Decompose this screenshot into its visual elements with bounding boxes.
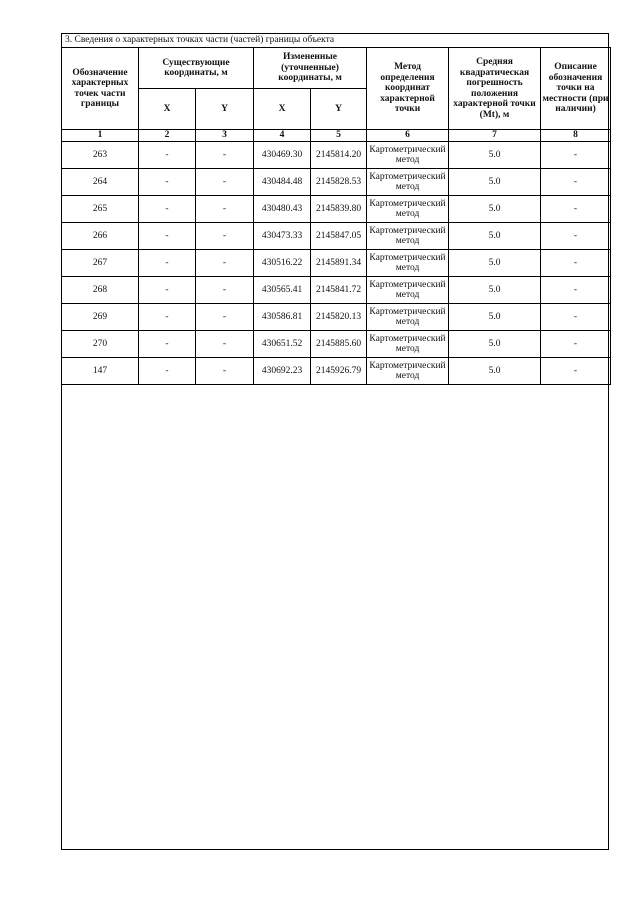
existing-y-cell: - [196,169,254,196]
description-cell: - [541,250,611,277]
existing-x-cell: - [139,142,196,169]
method-cell: Картометрический метод [367,169,449,196]
point-designation-cell: 267 [62,250,139,277]
changed-x-cell: 430469.30 [254,142,311,169]
table-body [62,142,611,385]
changed-y-cell: 2145885.60 [311,331,367,358]
description-cell: - [541,277,611,304]
column-number: 2 [139,130,196,142]
table-row [62,196,611,223]
point-designation-cell: 266 [62,223,139,250]
changed-x-cell: 430484.48 [254,169,311,196]
changed-x-cell: 430565.41 [254,277,311,304]
column-number: 5 [311,130,367,142]
table-row [62,223,611,250]
description-cell: - [541,331,611,358]
changed-y-cell: 2145828.53 [311,169,367,196]
changed-y-cell: 2145839.80 [311,196,367,223]
table-row [62,277,611,304]
point-designation-cell: 147 [62,358,139,385]
column-number: 3 [196,130,254,142]
changed-y-cell: 2145814.20 [311,142,367,169]
point-designation-cell: 268 [62,277,139,304]
existing-y-cell: - [196,304,254,331]
existing-x-cell: - [139,223,196,250]
point-designation-cell: 263 [62,142,139,169]
existing-y-cell: - [196,277,254,304]
method-cell: Картометрический метод [367,223,449,250]
existing-x-cell: - [139,277,196,304]
header-point-designation: Обозначение характерных точек части границы [62,48,139,130]
description-cell: - [541,358,611,385]
description-cell: - [541,169,611,196]
existing-y-cell: - [196,250,254,277]
changed-x-cell: 430651.52 [254,331,311,358]
header-accuracy: Средняя квадратическая погрешность положения характерной точки (Mt), м [449,48,541,130]
column-number: 8 [541,130,611,142]
header-changed-coords: Измененные (уточненные) координаты, м [254,48,367,89]
column-number: 4 [254,130,311,142]
changed-y-cell: 2145891.34 [311,250,367,277]
table-row [62,169,611,196]
column-number: 1 [62,130,139,142]
method-cell: Картометрический метод [367,277,449,304]
existing-x-cell: - [139,331,196,358]
changed-x-cell: 430516.22 [254,250,311,277]
method-cell: Картометрический метод [367,304,449,331]
point-designation-cell: 265 [62,196,139,223]
header-existing-x: X [139,89,196,130]
header-existing-coords: Существующие координаты, м [139,48,254,89]
existing-y-cell: - [196,223,254,250]
description-cell: - [541,142,611,169]
boundary-points-table [61,47,611,385]
existing-x-cell: - [139,196,196,223]
column-number: 6 [367,130,449,142]
changed-x-cell: 430480.43 [254,196,311,223]
method-cell: Картометрический метод [367,142,449,169]
changed-x-cell: 430586.81 [254,304,311,331]
changed-x-cell: 430692.23 [254,358,311,385]
table-row [62,304,611,331]
table-row [62,331,611,358]
changed-x-cell: 430473.33 [254,223,311,250]
method-cell: Картометрический метод [367,196,449,223]
accuracy-cell: 5.0 [449,223,541,250]
accuracy-cell: 5.0 [449,277,541,304]
point-designation-cell: 264 [62,169,139,196]
document-frame [61,33,609,850]
header-existing-y: Y [196,89,254,130]
changed-y-cell: 2145820.13 [311,304,367,331]
description-cell: - [541,223,611,250]
method-cell: Картометрический метод [367,250,449,277]
existing-x-cell: - [139,304,196,331]
changed-y-cell: 2145841.72 [311,277,367,304]
existing-y-cell: - [196,142,254,169]
accuracy-cell: 5.0 [449,142,541,169]
existing-x-cell: - [139,358,196,385]
method-cell: Картометрический метод [367,358,449,385]
changed-y-cell: 2145926.79 [311,358,367,385]
description-cell: - [541,304,611,331]
header-method: Метод определения координат характерной точки [367,48,449,130]
header-changed-x: X [254,89,311,130]
existing-y-cell: - [196,358,254,385]
accuracy-cell: 5.0 [449,331,541,358]
accuracy-cell: 5.0 [449,196,541,223]
existing-y-cell: - [196,331,254,358]
table-row [62,250,611,277]
changed-y-cell: 2145847.05 [311,223,367,250]
accuracy-cell: 5.0 [449,169,541,196]
accuracy-cell: 5.0 [449,358,541,385]
point-designation-cell: 270 [62,331,139,358]
existing-y-cell: - [196,196,254,223]
table-row [62,358,611,385]
description-cell: - [541,196,611,223]
header-changed-y: Y [311,89,367,130]
section-title: 3. Сведения о характерных точках части (частей) границы объекта [62,34,608,48]
point-designation-cell: 269 [62,304,139,331]
method-cell: Картометрический метод [367,331,449,358]
existing-x-cell: - [139,169,196,196]
accuracy-cell: 5.0 [449,250,541,277]
header-description: Описание обозначения точки на местности (при наличии) [541,48,611,130]
column-number: 7 [449,130,541,142]
table-row [62,142,611,169]
existing-x-cell: - [139,250,196,277]
accuracy-cell: 5.0 [449,304,541,331]
